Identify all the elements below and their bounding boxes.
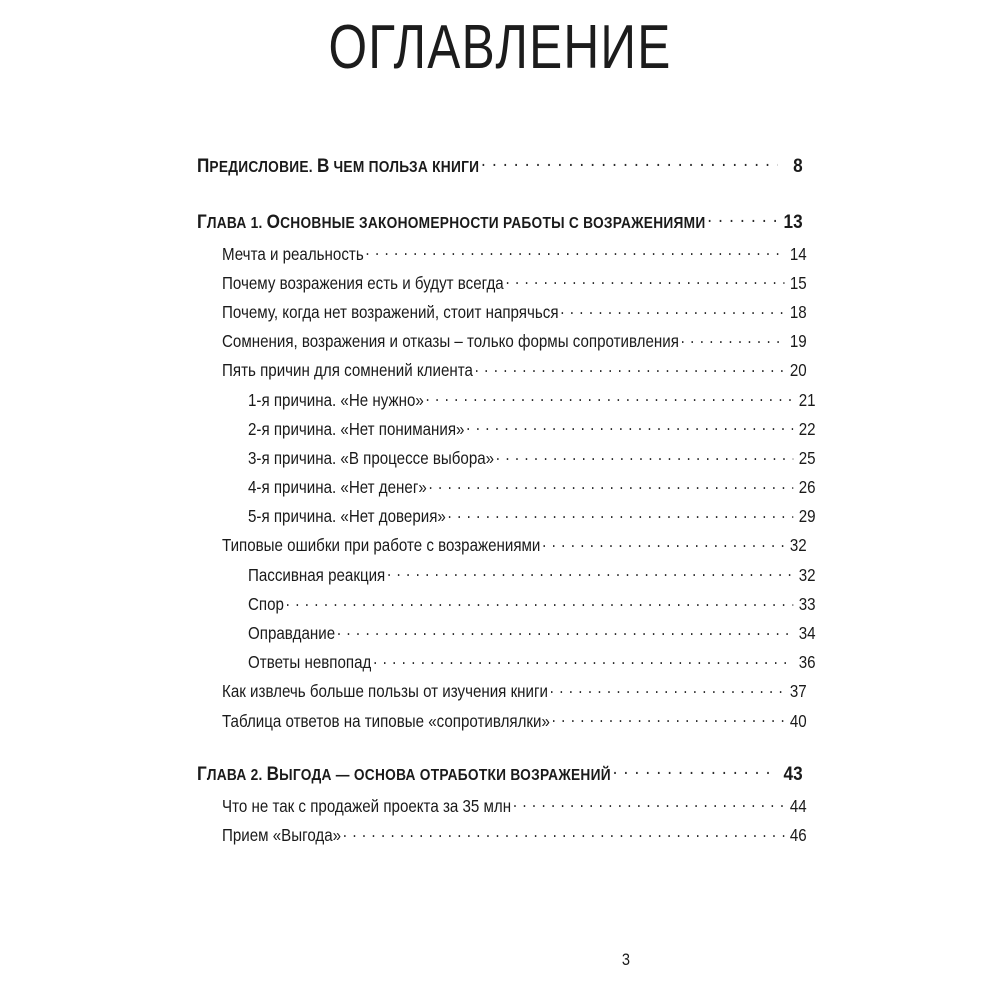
toc-entry-page-number: 34 [798, 623, 816, 644]
toc-entry[interactable] [222, 271, 807, 300]
toc-entry[interactable] [222, 359, 807, 388]
toc-leader-dots [481, 152, 778, 172]
toc-entry-label: Оправдание [248, 623, 336, 644]
toc-entry-label: Пять причин для сомнений клиента [222, 360, 473, 381]
toc-entry[interactable] [248, 417, 816, 446]
toc-entry-label: Почему возражения есть и будут всегда [222, 272, 504, 293]
toc-leader-dots [365, 242, 784, 260]
toc-entry-page-number: 36 [798, 652, 816, 673]
toc-entry[interactable] [222, 794, 807, 823]
toc-entry-label: ПРЕДИСЛОВИЕ. В ЧЕМ ПОЛЬЗА КНИГИ [197, 154, 480, 177]
toc-entry-label: 2-я причина. «Нет понимания» [248, 418, 465, 439]
toc-entry-page-number: 32 [789, 535, 807, 556]
toc-leader-dots [466, 417, 793, 435]
toc-entry[interactable] [222, 242, 807, 271]
toc-entry[interactable] [197, 760, 803, 794]
toc-leader-dots [496, 446, 793, 464]
toc-entry-label: Почему, когда нет возражений, стоит напрячься [222, 301, 559, 322]
toc-leader-dots [681, 330, 785, 348]
toc-leader-dots [373, 651, 793, 669]
toc-leader-dots [707, 208, 778, 228]
toc-entry-page-number: 14 [789, 243, 807, 264]
toc-entry-page-number: 37 [789, 681, 807, 702]
toc-entry[interactable] [197, 152, 803, 186]
toc-entry[interactable] [248, 388, 816, 417]
toc-entry-page-number: 46 [789, 824, 807, 845]
toc-entry-page-number: 29 [798, 506, 816, 527]
toc-leader-dots [552, 709, 785, 727]
toc-leader-dots [505, 271, 784, 289]
toc-entry-label: Ответы невпопад [248, 652, 372, 673]
toc-entry[interactable] [222, 680, 807, 709]
toc-leader-dots [387, 563, 793, 581]
toc-entry[interactable] [248, 651, 816, 680]
toc-entry-label: 1-я причина. «Не нужно» [248, 389, 424, 410]
toc-entry-page-number: 18 [789, 301, 807, 322]
toc-leader-dots [337, 621, 793, 639]
table-of-contents-list [197, 152, 816, 853]
toc-entry-label: 5-я причина. «Нет доверия» [248, 506, 446, 527]
toc-entry-label: Спор [248, 593, 284, 614]
toc-entry-page-number: 13 [783, 210, 803, 233]
toc-entry-page-number: 32 [798, 564, 816, 585]
toc-entry[interactable] [248, 505, 816, 534]
toc-leader-dots [613, 760, 779, 780]
toc-entry[interactable] [248, 592, 816, 621]
toc-leader-dots [475, 359, 785, 377]
toc-entry-page-number: 21 [798, 389, 816, 410]
page-title: ОГЛАВЛЕНИЕ [328, 13, 672, 82]
toc-entry-page-number: 44 [789, 795, 807, 816]
toc-entry-label: Типовые ошибки при работе с возражениями [222, 535, 541, 556]
toc-entry[interactable] [248, 621, 816, 650]
toc-entry-label: 4-я причина. «Нет денег» [248, 477, 427, 498]
toc-entry-page-number: 22 [798, 418, 816, 439]
toc-entry-label: Пассивная реакция [248, 564, 386, 585]
toc-leader-dots [343, 823, 785, 841]
toc-leader-dots [286, 592, 793, 610]
toc-leader-dots [428, 476, 793, 494]
toc-entry[interactable] [222, 709, 807, 738]
folio [70, 950, 930, 970]
toc-entry[interactable] [248, 476, 816, 505]
folio-number: 3 [621, 950, 631, 969]
toc-entry-label: Сомнения, возражения и отказы – только формы сопротивления [222, 331, 679, 352]
toc-entry-label: Что не так с продажей проекта за 35 млн [222, 795, 512, 816]
toc-entry-label: ГЛАВА 1. ОСНОВНЫЕ ЗАКОНОМЕРНОСТИ РАБОТЫ С ВОЗРАЖЕНИЯМИ [197, 210, 706, 233]
toc-entry-label: ГЛАВА 2. ВЫГОДА — ОСНОВА ОТРАБОТКИ ВОЗРАЖЕНИЙ [197, 762, 611, 785]
toc-leader-dots [542, 534, 784, 552]
toc-entry[interactable] [248, 446, 816, 475]
toc-entry[interactable] [222, 330, 807, 359]
toc-leader-dots [513, 794, 785, 812]
toc-entry[interactable] [222, 823, 807, 852]
toc-entry-page-number: 15 [789, 272, 807, 293]
toc-entry-label: Как извлечь больше пользы от изучения книги [222, 681, 548, 702]
toc-entry-page-number: 8 [793, 154, 803, 177]
toc-entry[interactable] [248, 563, 816, 592]
toc-entry[interactable] [222, 534, 807, 563]
toc-entry-page-number: 43 [783, 762, 803, 785]
toc-entry-label: Таблица ответов на типовые «сопротивлялки» [222, 710, 550, 731]
toc-leader-dots [560, 300, 784, 318]
toc-entry-label: Мечта и реальность [222, 243, 364, 264]
toc-entry-page-number: 19 [789, 331, 807, 352]
toc-entry[interactable] [222, 300, 807, 329]
toc-entry-label: 3-я причина. «В процессе выбора» [248, 447, 495, 468]
toc-entry-page-number: 33 [798, 593, 816, 614]
toc-entry-page-number: 20 [789, 360, 807, 381]
toc-entry-page-number: 26 [798, 477, 816, 498]
toc-leader-dots [550, 680, 785, 698]
toc-entry-label: Прием «Выгода» [222, 824, 342, 845]
toc-leader-dots [426, 388, 794, 406]
toc-entry-page-number: 25 [798, 447, 816, 468]
toc-entry[interactable] [197, 208, 803, 242]
toc-leader-dots [448, 505, 794, 523]
toc-entry-page-number: 40 [789, 710, 807, 731]
